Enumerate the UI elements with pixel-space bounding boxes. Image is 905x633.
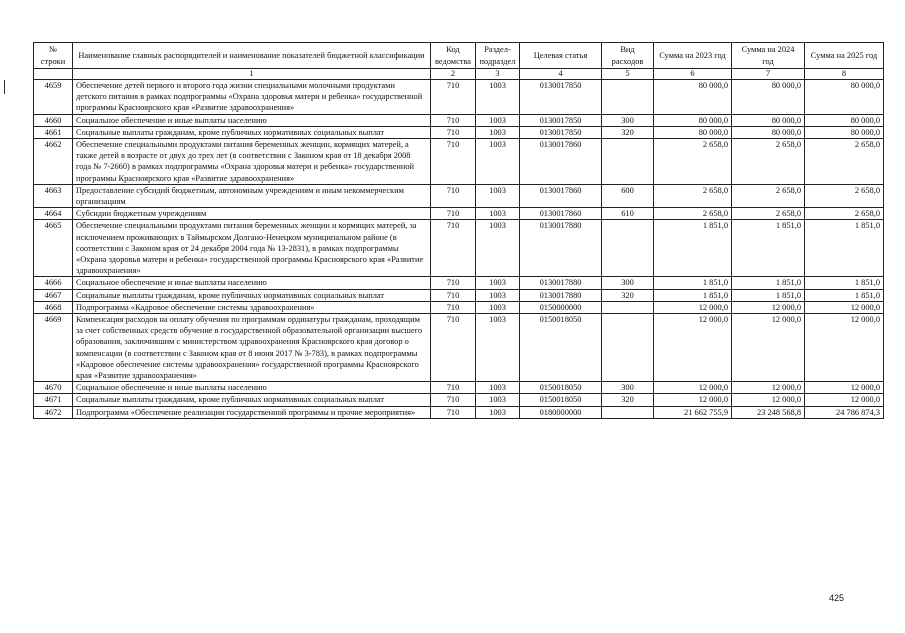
row-sum-2023: 12 000,0 bbox=[654, 394, 732, 406]
row-section: 1003 bbox=[476, 289, 520, 301]
row-sum-2024: 2 658,0 bbox=[732, 139, 805, 185]
row-sum-2024: 12 000,0 bbox=[732, 382, 805, 394]
header-sum-2023: Сумма на 2023 год bbox=[654, 43, 732, 69]
row-expense-type bbox=[602, 139, 654, 185]
row-number: 4669 bbox=[34, 314, 73, 382]
row-target-article: 0130017880 bbox=[520, 277, 602, 289]
column-index: 1 bbox=[73, 69, 431, 80]
row-dept-code: 710 bbox=[431, 301, 476, 313]
row-expense-type: 610 bbox=[602, 208, 654, 220]
row-sum-2025: 12 000,0 bbox=[805, 394, 884, 406]
header-sum-2024: Сумма на 2024 год bbox=[732, 43, 805, 69]
row-sum-2023: 12 000,0 bbox=[654, 301, 732, 313]
row-number: 4664 bbox=[34, 208, 73, 220]
row-section: 1003 bbox=[476, 406, 520, 418]
row-number: 4663 bbox=[34, 184, 73, 207]
row-section: 1003 bbox=[476, 314, 520, 382]
row-name: Социальные выплаты гражданам, кроме публичных нормативных социальных выплат bbox=[73, 394, 431, 406]
row-target-article: 0130017880 bbox=[520, 220, 602, 277]
row-sum-2025: 2 658,0 bbox=[805, 208, 884, 220]
header-expense-type: Вид расходов bbox=[602, 43, 654, 69]
row-expense-type bbox=[602, 220, 654, 277]
row-section: 1003 bbox=[476, 382, 520, 394]
row-dept-code: 710 bbox=[431, 139, 476, 185]
row-sum-2024: 1 851,0 bbox=[732, 289, 805, 301]
column-index: 8 bbox=[805, 69, 884, 80]
row-dept-code: 710 bbox=[431, 126, 476, 138]
header-row-number: № строки bbox=[34, 43, 73, 69]
row-expense-type bbox=[602, 301, 654, 313]
row-sum-2023: 1 851,0 bbox=[654, 277, 732, 289]
row-dept-code: 710 bbox=[431, 208, 476, 220]
row-sum-2024: 80 000,0 bbox=[732, 114, 805, 126]
row-expense-type: 320 bbox=[602, 289, 654, 301]
column-index: 3 bbox=[476, 69, 520, 80]
margin-mark bbox=[4, 80, 5, 94]
header-section: Раздел-подраздел bbox=[476, 43, 520, 69]
page-number: 425 bbox=[829, 593, 845, 603]
row-sum-2023: 12 000,0 bbox=[654, 382, 732, 394]
table-row bbox=[34, 277, 884, 289]
row-section: 1003 bbox=[476, 114, 520, 126]
row-section: 1003 bbox=[476, 301, 520, 313]
row-target-article: 0130017880 bbox=[520, 289, 602, 301]
row-number: 4668 bbox=[34, 301, 73, 313]
row-dept-code: 710 bbox=[431, 406, 476, 418]
table-row bbox=[34, 220, 884, 277]
row-sum-2023: 12 000,0 bbox=[654, 314, 732, 382]
row-dept-code: 710 bbox=[431, 382, 476, 394]
row-sum-2025: 12 000,0 bbox=[805, 382, 884, 394]
row-sum-2025: 80 000,0 bbox=[805, 80, 884, 115]
column-index: 2 bbox=[431, 69, 476, 80]
row-sum-2023: 2 658,0 bbox=[654, 184, 732, 207]
row-dept-code: 710 bbox=[431, 314, 476, 382]
row-dept-code: 710 bbox=[431, 394, 476, 406]
row-sum-2023: 80 000,0 bbox=[654, 114, 732, 126]
row-expense-type: 320 bbox=[602, 126, 654, 138]
table-row bbox=[34, 208, 884, 220]
row-name: Социальное обеспечение и иные выплаты населению bbox=[73, 382, 431, 394]
column-index: 6 bbox=[654, 69, 732, 80]
row-name: Социальные выплаты гражданам, кроме публичных нормативных социальных выплат bbox=[73, 289, 431, 301]
row-expense-type: 600 bbox=[602, 184, 654, 207]
row-name: Подпрограмма «Обеспечение реализации государственной программы и прочие мероприятия» bbox=[73, 406, 431, 418]
row-target-article: 0130017860 bbox=[520, 208, 602, 220]
row-name: Социальные выплаты гражданам, кроме публичных нормативных социальных выплат bbox=[73, 126, 431, 138]
header-dept-code: Код ведомства bbox=[431, 43, 476, 69]
row-target-article: 0150018050 bbox=[520, 394, 602, 406]
table-row bbox=[34, 139, 884, 185]
header-name: Наименование главных распорядителей и наименование показателей бюджетной классификации bbox=[73, 43, 431, 69]
table-row bbox=[34, 301, 884, 313]
row-sum-2024: 2 658,0 bbox=[732, 184, 805, 207]
row-target-article: 0150000000 bbox=[520, 301, 602, 313]
row-sum-2025: 2 658,0 bbox=[805, 139, 884, 185]
row-sum-2024: 12 000,0 bbox=[732, 314, 805, 382]
row-sum-2024: 2 658,0 bbox=[732, 208, 805, 220]
row-dept-code: 710 bbox=[431, 184, 476, 207]
row-dept-code: 710 bbox=[431, 277, 476, 289]
row-sum-2025: 80 000,0 bbox=[805, 126, 884, 138]
row-name: Социальное обеспечение и иные выплаты населению bbox=[73, 277, 431, 289]
row-number: 4667 bbox=[34, 289, 73, 301]
row-dept-code: 710 bbox=[431, 220, 476, 277]
row-sum-2025: 2 658,0 bbox=[805, 184, 884, 207]
row-name: Компенсация расходов на оплату обучения по программам ординатуры гражданам, проходящим за счет собственных средств обучение в государственной образовательной организации высшего образования, заключившим с министерством здравоохранения Красноярского края договор о компенсации (в соответствии с Законом края от 8 июня 2017 № 3-783), в рамках подпрограммы «Кадровое обеспечение системы здравоохранения» государственной программы Красноярского края «Развитие здравоохранения» bbox=[73, 314, 431, 382]
table-row bbox=[34, 184, 884, 207]
row-sum-2024: 80 000,0 bbox=[732, 80, 805, 115]
row-name: Социальное обеспечение и иные выплаты населению bbox=[73, 114, 431, 126]
row-target-article: 0150018050 bbox=[520, 314, 602, 382]
row-number: 4659 bbox=[34, 80, 73, 115]
row-target-article: 0130017850 bbox=[520, 80, 602, 115]
row-expense-type: 300 bbox=[602, 114, 654, 126]
table-row bbox=[34, 126, 884, 138]
row-sum-2023: 1 851,0 bbox=[654, 220, 732, 277]
row-expense-type: 300 bbox=[602, 277, 654, 289]
row-number: 4665 bbox=[34, 220, 73, 277]
budget-table bbox=[33, 42, 884, 419]
table-row bbox=[34, 406, 884, 418]
row-section: 1003 bbox=[476, 277, 520, 289]
row-target-article: 0150018050 bbox=[520, 382, 602, 394]
row-sum-2025: 1 851,0 bbox=[805, 289, 884, 301]
column-index: 7 bbox=[732, 69, 805, 80]
table-row bbox=[34, 382, 884, 394]
row-section: 1003 bbox=[476, 80, 520, 115]
row-section: 1003 bbox=[476, 394, 520, 406]
table-row bbox=[34, 394, 884, 406]
row-dept-code: 710 bbox=[431, 289, 476, 301]
row-number: 4666 bbox=[34, 277, 73, 289]
row-sum-2023: 21 662 755,9 bbox=[654, 406, 732, 418]
table-row bbox=[34, 80, 884, 115]
row-sum-2023: 80 000,0 bbox=[654, 126, 732, 138]
row-section: 1003 bbox=[476, 220, 520, 277]
column-index-row bbox=[34, 69, 884, 80]
row-section: 1003 bbox=[476, 139, 520, 185]
row-dept-code: 710 bbox=[431, 114, 476, 126]
row-sum-2025: 24 786 874,3 bbox=[805, 406, 884, 418]
row-expense-type bbox=[602, 406, 654, 418]
row-sum-2025: 12 000,0 bbox=[805, 314, 884, 382]
row-name: Подпрограмма «Кадровое обеспечение системы здравоохранения» bbox=[73, 301, 431, 313]
row-name: Обеспечение детей первого и второго года жизни специальными молочными продуктами детского питания в рамках подпрограммы «Охрана здоровья матери и ребенка» государственной программы Красноярского края «Развитие здравоохранения» bbox=[73, 80, 431, 115]
column-index bbox=[34, 69, 73, 80]
row-target-article: 0130017860 bbox=[520, 184, 602, 207]
row-number: 4662 bbox=[34, 139, 73, 185]
row-number: 4671 bbox=[34, 394, 73, 406]
row-sum-2025: 1 851,0 bbox=[805, 277, 884, 289]
row-expense-type bbox=[602, 314, 654, 382]
column-index: 5 bbox=[602, 69, 654, 80]
row-number: 4670 bbox=[34, 382, 73, 394]
row-name: Обеспечение специальными продуктами питания беременных женщин, кормящих матерей, а также детей в возрасте от двух до трех лет (в соответствии с Законом края от 18 декабря 2008 года № 7-2660) в рамках подпрограммы «Охрана здоровья матери и ребенка» государственной программы Красноярского края «Развитие здравоохранения» bbox=[73, 139, 431, 185]
row-expense-type: 320 bbox=[602, 394, 654, 406]
row-name: Субсидии бюджетным учреждениям bbox=[73, 208, 431, 220]
row-expense-type bbox=[602, 80, 654, 115]
row-sum-2023: 2 658,0 bbox=[654, 208, 732, 220]
row-sum-2024: 1 851,0 bbox=[732, 277, 805, 289]
row-dept-code: 710 bbox=[431, 80, 476, 115]
row-section: 1003 bbox=[476, 126, 520, 138]
row-target-article: 0180000000 bbox=[520, 406, 602, 418]
header-target-article: Целевая статья bbox=[520, 43, 602, 69]
row-section: 1003 bbox=[476, 208, 520, 220]
row-target-article: 0130017850 bbox=[520, 114, 602, 126]
row-target-article: 0130017860 bbox=[520, 139, 602, 185]
row-number: 4661 bbox=[34, 126, 73, 138]
column-index: 4 bbox=[520, 69, 602, 80]
row-sum-2025: 1 851,0 bbox=[805, 220, 884, 277]
row-sum-2024: 12 000,0 bbox=[732, 394, 805, 406]
header-row bbox=[34, 43, 884, 69]
row-sum-2024: 12 000,0 bbox=[732, 301, 805, 313]
row-name: Обеспечение специальными продуктами питания беременных женщин и кормящих матерей, за исключением проживающих в Таймырском Долгано-Ненецком муниципальном районе (в соответствии с Законом края от 24 декабря 2004 года № 13-2831), в рамках подпрограммы «Охрана здоровья матери и ребенка» государственной программы Красноярского края «Развитие здравоохранения» bbox=[73, 220, 431, 277]
table-row bbox=[34, 314, 884, 382]
row-expense-type: 300 bbox=[602, 382, 654, 394]
table-row bbox=[34, 114, 884, 126]
row-sum-2025: 12 000,0 bbox=[805, 301, 884, 313]
row-target-article: 0130017850 bbox=[520, 126, 602, 138]
row-sum-2023: 1 851,0 bbox=[654, 289, 732, 301]
row-section: 1003 bbox=[476, 184, 520, 207]
row-name: Предоставление субсидий бюджетным, автономным учреждениям и иным некоммерческим организациям bbox=[73, 184, 431, 207]
row-sum-2024: 1 851,0 bbox=[732, 220, 805, 277]
header-sum-2025: Сумма на 2025 год bbox=[805, 43, 884, 69]
row-sum-2024: 80 000,0 bbox=[732, 126, 805, 138]
row-number: 4660 bbox=[34, 114, 73, 126]
row-sum-2024: 23 248 568,8 bbox=[732, 406, 805, 418]
row-sum-2023: 80 000,0 bbox=[654, 80, 732, 115]
row-number: 4672 bbox=[34, 406, 73, 418]
row-sum-2023: 2 658,0 bbox=[654, 139, 732, 185]
table-row bbox=[34, 289, 884, 301]
row-sum-2025: 80 000,0 bbox=[805, 114, 884, 126]
